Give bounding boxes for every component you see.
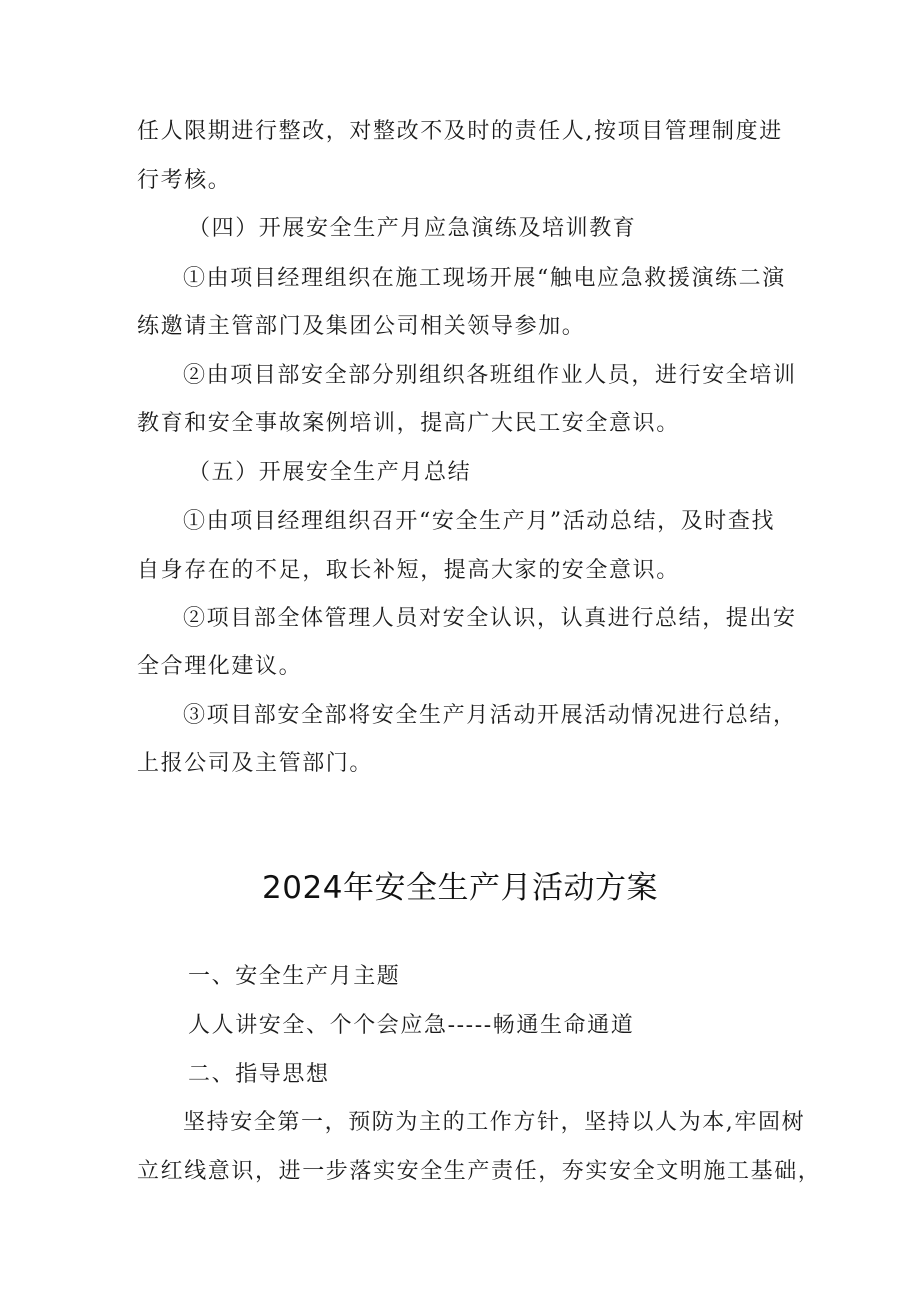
document-title: 2024年安全生产月活动方案	[262, 870, 658, 906]
paragraph-line: ②项目部全体管理人员对安全认识，认真进行总结，提出安	[183, 606, 797, 631]
section-heading: （五）开展安全生产月总结	[188, 460, 472, 485]
paragraph-line: 立红线意识，进一步落实安全生产责任，夯实安全文明施工基础，	[137, 1159, 822, 1184]
paragraph-line: ③项目部安全部将安全生产月活动开展活动情况进行总结，	[183, 703, 797, 728]
section-heading: （四）开展安全生产月应急演练及培训教育	[188, 216, 637, 241]
paragraph-line: 上报公司及主管部门。	[137, 751, 374, 776]
paragraph-line: 全合理化建议。	[137, 654, 303, 679]
paragraph-line: 坚持安全第一，预防为主的工作方针，坚持以人为本,牢固树	[183, 1110, 806, 1135]
paragraph-line: ①由项目经理组织召开“安全生产月”活动总结，及时查找	[183, 509, 776, 534]
paragraph-line: ②由项目部安全部分别组织各班组作业人员，进行安全培训	[183, 363, 797, 388]
paragraph-line: 自身存在的不足，取长补短，提高大家的安全意识。	[137, 558, 680, 583]
paragraph-line: 教育和安全事故案例培训，提高广大民工安全意识。	[137, 411, 680, 436]
paragraph-line: 行考核。	[137, 168, 232, 193]
paragraph-line: 任人限期进行整改，对整改不及时的责任人,按项目管理制度进	[137, 119, 783, 144]
paragraph-line: 人人讲安全、个个会应急-----畅通生命通道	[188, 1013, 635, 1038]
paragraph-line: ①由项目经理组织在施工现场开展“触电应急救援演练二演	[183, 266, 786, 291]
paragraph-line: 练邀请主管部门及集团公司相关领导参加。	[137, 314, 586, 339]
section-heading: 一、安全生产月主题	[188, 964, 401, 989]
section-heading: 二、指导思想	[188, 1062, 330, 1087]
